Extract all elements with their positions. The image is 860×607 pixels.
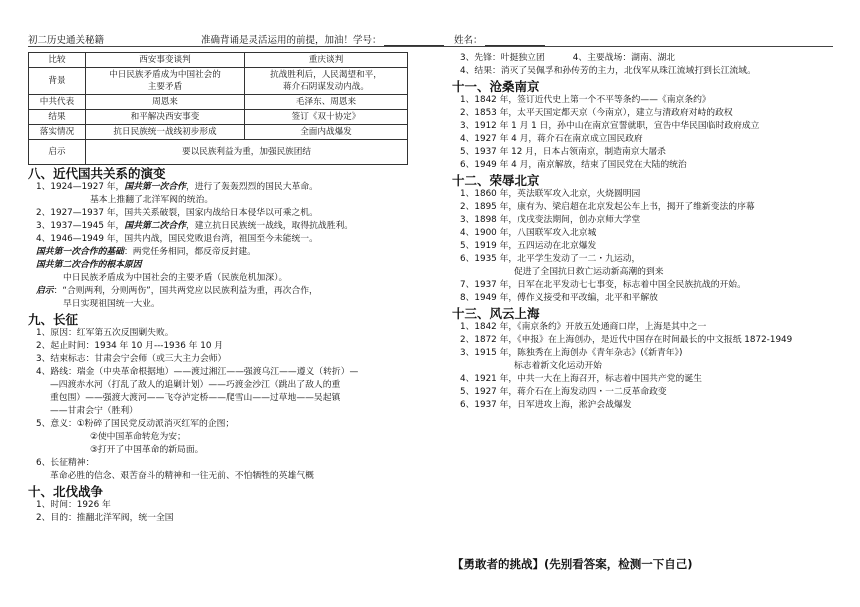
text-line: 2、目的：推翻北洋军阀，统一全国	[36, 513, 174, 523]
table-row	[29, 125, 408, 140]
student-id-blank[interactable]	[384, 35, 444, 46]
text-line: 1、时间：1926 年	[36, 500, 111, 510]
text-line: 4、1946—1949 年，国共内战，国民党败退台湾，祖国至今未能统一。	[36, 234, 318, 244]
xian-cell: 抗日民族统一战线初步形成	[86, 125, 245, 140]
list-item: 2、1853 年，太平天国定都天京（今南京），建立与清政府对峙的政权	[460, 108, 733, 118]
table-row	[29, 68, 408, 95]
list-item: 4、1921 年，中共一大在上海召开，标志着中国共产党的诞生	[460, 374, 702, 384]
row-label: 结果	[29, 110, 86, 125]
section-title: 十、北伐战争	[28, 484, 104, 499]
text-line: 基本上推翻了北洋军阀的统治。	[90, 195, 214, 205]
table-header-row	[29, 53, 408, 68]
text-span: ，进行了轰轰烈烈的国民大革命。	[185, 182, 318, 192]
list-item: 6、1949 年 4 月，南京解放，结束了国民党在大陆的统治	[460, 160, 687, 170]
list-item: 2、1872 年，《申报》在上海创办，是近代中国存在时间最长的中文报纸 1872-1949	[460, 335, 793, 345]
name-blank[interactable]	[485, 35, 545, 46]
table-row	[29, 95, 408, 110]
table-head-cell: 重庆谈判	[245, 53, 408, 68]
text-line: 1、原因：红军第五次反围剿失败。	[36, 328, 174, 338]
row-label: 背景	[29, 68, 86, 95]
section-title: 九、长征	[28, 312, 79, 327]
text-span: 3、1937—1945 年，	[36, 221, 125, 231]
text-line	[28, 246, 412, 259]
list-item: 6、1937 年，日军进攻上海，淞沪会战爆发	[460, 400, 632, 410]
text-line	[28, 220, 412, 233]
cell-line: 抗战胜利后，人民渴望和平，	[270, 70, 382, 80]
list-item: 5、1937 年 12 月，日本占领南京，制造南京大屠杀	[460, 147, 666, 157]
text-line: 国共第二次合作的根本原因	[36, 260, 142, 270]
row-label: 落实情况	[29, 125, 86, 140]
header-motto-text: 准确背诵是灵活运用的前提，加油！学号：	[201, 35, 382, 46]
text-line: 早日实现祖国统一大业。	[63, 299, 160, 309]
xian-cell: 周恩来	[86, 95, 245, 110]
inspire-cell: 要以民族利益为重，加强民族团结	[86, 140, 408, 165]
table-head-cell: 西安事变谈判	[86, 53, 245, 68]
text-line	[28, 285, 412, 298]
list-item: 5、1927 年，蒋介石在上海发动四・一二反革命政变	[460, 387, 667, 397]
cell-line: 主要矛盾	[147, 82, 183, 92]
text-line: 革命必胜的信念、艰苦奋斗的精神和一往无前、不怕牺牲的英雄气概	[50, 471, 314, 481]
table-row	[29, 140, 408, 165]
text-line: 2、1927—1937 年，国共关系破裂，国家内战给日本侵华以可乘之机。	[36, 208, 318, 218]
emphasis-text: 国共第一次合作的基础	[36, 247, 124, 257]
header-title: 初二历史通关秘籍	[28, 35, 105, 46]
list-item: 7、1937 年，日军在北平发动七七事变，标志着中国全民族抗战的开始。	[460, 280, 746, 290]
header-motto	[201, 32, 444, 46]
list-item: 1、1842 年，《南京条约》开放五处通商口岸，上海是其中之一	[460, 322, 707, 332]
text-line: 2、起止时间：1934 年 10 月---1936 年 10 月	[36, 341, 224, 351]
cq-cell	[245, 68, 408, 95]
list-item: 3、1915 年，陈独秀在上海创办《青年杂志》(《新青年》)	[460, 348, 683, 358]
list-item: 3、1912 年 1 月 1 日，孙中山在南京宣誓就职，宣告中华民国临时政府成立	[460, 121, 760, 131]
text-line	[28, 181, 412, 194]
text-span: 1、1924—1927 年，	[36, 182, 125, 192]
cell-line: 蒋介石阴谋发动内战。	[283, 82, 369, 92]
text-span: ，建立抗日民族统一战线，取得抗战胜利。	[185, 221, 354, 231]
header-divider	[28, 46, 833, 47]
page-header	[28, 28, 833, 44]
list-item: 4、1900 年，八国联军攻入北京城	[460, 228, 597, 238]
cq-cell: 签订《双十协定》	[245, 110, 408, 125]
row-label: 中共代表	[29, 95, 86, 110]
text-line: —四渡赤水河（打乱了敌人的追剿计划）——巧渡金沙江（跳出了敌人的重	[50, 380, 341, 390]
list-item: 1、1842 年，签订近代史上第一个不平等条约——《南京条约》	[460, 95, 711, 105]
left-column	[28, 52, 412, 525]
list-item: 标志着新文化运动开始	[514, 361, 602, 371]
xian-cell	[86, 68, 245, 95]
challenge-heading: 【勇敢者的挑战】(先别看答案，检测一下自己)	[452, 557, 693, 571]
emphasis-text: 国共第一次合作	[124, 182, 186, 192]
cq-cell: 全面内战爆发	[245, 125, 408, 140]
list-item: 3、1898 年，戊戌变法期间，创办京师大学堂	[460, 215, 641, 225]
text-line: 6、长征精神：	[36, 458, 95, 468]
section-title: 十二、荣辱北京	[452, 173, 540, 188]
list-item: 促进了全国抗日救亡运动新高潮的到来	[514, 267, 664, 277]
row-label: 启示	[29, 140, 86, 165]
text-line: 5、意义：①粉碎了国民党反动派消灭红军的企图；	[36, 419, 235, 429]
text-span: ：“合则两利，分则两伤”，国共两党应以民族利益为重，再次合作，	[53, 286, 318, 296]
emphasis-text: 启示	[36, 286, 54, 296]
text-line: 中日民族矛盾成为中国社会的主要矛盾（民族危机加深）。	[63, 273, 288, 283]
text-line: 3、结束标志：甘肃会宁会师（或三大主力会师）	[36, 354, 227, 364]
list-item: 1、1860 年，英法联军攻入北京，火烧圆明园	[460, 189, 641, 199]
table-head-cell: 比较	[29, 53, 86, 68]
xian-cell: 和平解决西安事变	[86, 110, 245, 125]
text-line: 4、路线：瑞金（中央革命根据地）——渡过湘江——强渡乌江——遵义（转折）—	[36, 367, 359, 377]
text-line: ②使中国革命转危为安；	[90, 432, 186, 442]
table-row	[29, 110, 408, 125]
name-label: 姓名：	[454, 35, 483, 46]
text-span: ：两党任务相同，都反帝反封建。	[123, 247, 256, 257]
section-title: 十一、沧桑南京	[452, 79, 540, 94]
list-item: 8、1949 年，傅作义接受和平改编，北平和平解放	[460, 293, 658, 303]
list-item: 4、1927 年 4 月，蒋介石在南京成立国民政府	[460, 134, 643, 144]
section-title: 十三、风云上海	[452, 306, 540, 321]
text-line: ③打开了中国革命的新局面。	[90, 445, 204, 455]
list-item: 2、1895 年，康有为、梁启超在北京发起公车上书，揭开了维新变法的序幕	[460, 202, 755, 212]
cell-line: 中日民族矛盾成为中国社会的	[109, 70, 221, 80]
right-column	[452, 52, 830, 412]
comparison-table	[28, 52, 408, 165]
section-title: 八、近代国共关系的演变	[28, 166, 166, 181]
cq-cell: 毛泽东、周恩来	[245, 95, 408, 110]
header-name	[454, 32, 545, 46]
text-line: 3、先锋：叶挺独立团 4、主要战场：湖南、湖北	[460, 53, 676, 63]
text-line: ——甘肃会宁（胜利）	[50, 406, 138, 416]
list-item: 5、1919 年，五四运动在北京爆发	[460, 241, 597, 251]
text-line: 4、结果：消灭了吴佩孚和孙传芳的主力，北伐军从珠江流域打到长江流域。	[460, 66, 756, 76]
emphasis-text: 国共第二次合作	[124, 221, 186, 231]
text-line: 重包围）——强渡大渡河——飞夺泸定桥——爬雪山——过草地——吴起镇	[50, 393, 341, 403]
list-item: 6、1935 年，北平学生发动了一二・九运动，	[460, 254, 641, 264]
